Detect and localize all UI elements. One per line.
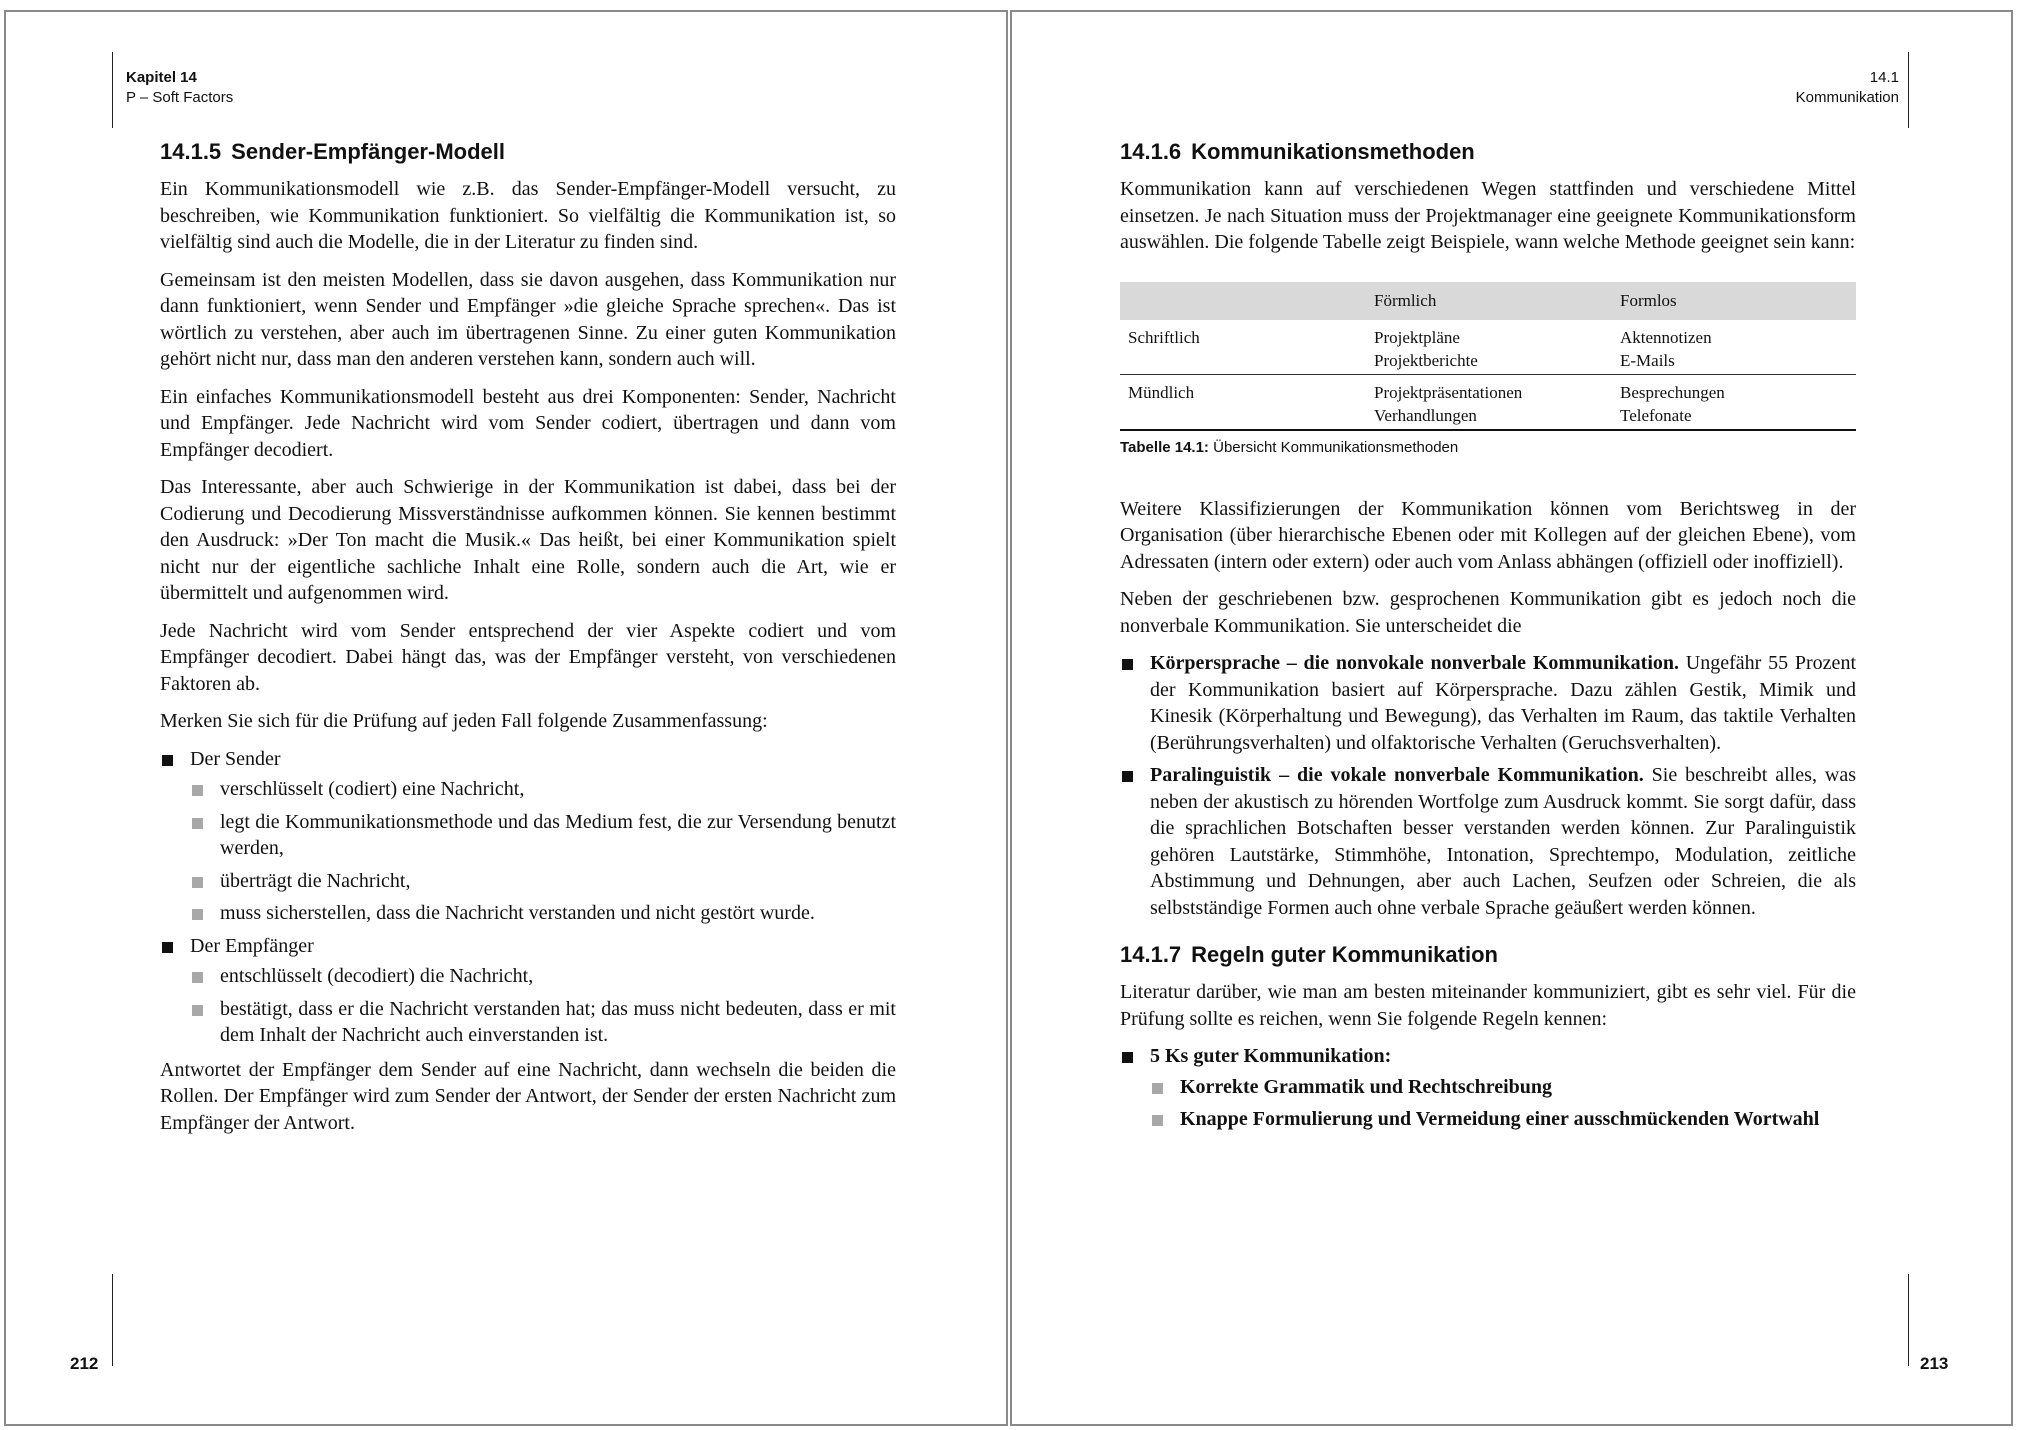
page-number: 212 — [70, 1354, 99, 1373]
methods-table — [1120, 282, 1856, 431]
list-item — [1120, 1043, 1856, 1133]
paragraph: Ein einfaches Kommunikationsmodell besteht aus drei Komponenten: Sender, Nachricht und Empfänger. Jede Nachricht wird vom Sender codiert, übertragen und dann vom Empfänger decodiert. — [160, 385, 896, 461]
table-cell: Schriftlich — [1120, 320, 1366, 375]
cell-line: Besprechungen — [1620, 382, 1725, 402]
caption-label: Tabelle 14.1: — [1120, 438, 1209, 456]
sub-list-item: muss sicherstellen, dass die Nachricht verstanden und nicht gestört wurde. — [190, 900, 896, 927]
cell-line: Aktennotizen — [1620, 327, 1712, 347]
left-page — [4, 10, 1008, 1426]
paragraph: Literatur darüber, wie man am besten miteinander kommuniziert, gibt es sehr viel. Für die Prüfung sollte es reichen, wenn Sie folgende Regeln kennen: — [1120, 981, 1856, 1030]
cell-line: E-Mails — [1620, 350, 1675, 370]
paragraph: Ein Kommunikationsmodell wie z.B. das Sender-Empfänger-Modell versucht, zu beschreiben, wie Kommunikation funktioniert. So vielfältig die Kommunikation ist, so vielfältig sind auch die Modelle, die in der Literatur zu finden sind. — [160, 178, 896, 253]
table-cell — [1366, 374, 1612, 430]
sub-list-item: bestätigt, dass er die Nachricht verstanden hat; das muss nicht bedeuten, dass er mit dem Inhalt der Nachricht auch einverstanden ist. — [190, 996, 896, 1049]
section-heading — [1120, 941, 1856, 969]
paragraph: Gemeinsam ist den meisten Modellen, dass sie davon ausgehen, dass Kommunikation nur dann funktioniert, wenn Sender und Empfänger »die gleiche Sprache sprechen«. Das ist wörtlich zu verstehen, aber auch im übertragenen Sinne. Zu einer guten Kommunikation gehört nicht nur, dass man den anderen verstehen kann, sondern auch will. — [160, 268, 896, 370]
header-rule — [1908, 52, 1909, 128]
list-item-lead: Körpersprache – die nonvokale nonverbale Kommunikation. — [1150, 652, 1679, 674]
sub-list-item: Knappe Formulierung und Vermeidung einer ausschmückenden Wortwahl — [1150, 1106, 1856, 1133]
cell-line: Projektberichte — [1374, 350, 1478, 370]
list-item — [160, 746, 896, 927]
running-head-left — [126, 68, 233, 108]
header-rule — [112, 52, 113, 128]
sub-list — [190, 776, 896, 927]
sub-list-item: legt die Kommunikationsmethode und das Medium fest, die zur Versendung benutzt werden, — [190, 809, 896, 862]
table-cell — [1366, 320, 1612, 375]
list-item-label: 5 Ks guter Kommunikation: — [1150, 1045, 1392, 1067]
list-item — [160, 933, 896, 1049]
list-item-label: Der Sender — [190, 747, 281, 770]
paragraph: Kommunikation kann auf verschiedenen Wegen stattfinden und verschiedene Mittel einsetzen. Je nach Situation muss der Projektmanager eine geeignete Kommunikationsform auswählen. Die folgende Tabelle zeigt Beispiele, wann welche Methode geeignet sein kann: — [1120, 178, 1856, 253]
section-number: 14.1.5 — [160, 139, 222, 164]
sub-list-item: verschlüsselt (codiert) eine Nachricht, — [190, 776, 896, 803]
paragraph: Antwortet der Empfänger dem Sender auf eine Nachricht, dann wechseln die beiden die Rollen. Der Empfänger wird zum Sender der Antwort, der Sender der ersten Nachricht zum Empfänger der Antwort. — [160, 1058, 896, 1134]
section-number: 14.1.7 — [1120, 942, 1182, 967]
table-row — [1120, 320, 1856, 375]
list-item-text: Sie beschreibt alles, was neben der akustisch zu hörenden Wortfolge zum Ausdruck kommt. Sie sorgt dafür, dass die sprachlichen Botschaften besser verstanden werden können. Zur Paralinguistik gehören Lautstärke, Stimmhöhe, Intonation, Sprechtempo, Modulation, zeitliche Abstimmung und Dehnungen, aber auch Lachen, Seufzen oder Schreien, die als selbstständige Formen auch ohne verbale Sprache geäußert werden können. — [1150, 764, 1857, 919]
list-item — [1120, 650, 1856, 756]
caption-text: Übersicht Kommunikationsmethoden — [1213, 438, 1459, 456]
list-item — [1120, 762, 1856, 921]
page-number: 213 — [1920, 1354, 1949, 1373]
section-ref-title: Kommunikation — [1795, 89, 1899, 106]
table-cell — [1612, 320, 1856, 375]
paragraph: Das Interessante, aber auch Schwierige in der Kommunikation ist dabei, dass bei der Codierung und Decodierung Missverständnisse aufkommen können. Sie kennen bestimmt den Ausdruck: »Der Ton macht die Musik.« Das heißt, bei einer Kommunikation spielt nicht nur der eigentliche sachliche Inhalt eine Rolle, sondern auch die Art, wie er übermittelt und aufgenommen wird. — [160, 476, 896, 604]
left-content — [160, 138, 896, 1147]
list-item-text: Ungefähr 55 Prozent der Kommunikation basiert auf Körpersprache. Dazu zählen Gestik, Mimik und Kinesik (Körperhaltung und Bewegung), das Verhalten im Raum, das taktile Verhalten (Berührungsverhalten) und olfaktorische Verhalten (Geruchsverhalten). — [1150, 652, 1856, 754]
cell-line: Verhandlungen — [1374, 405, 1477, 425]
section-title: Sender-Empfänger-Modell — [231, 139, 505, 164]
cell-line: Projektpläne — [1374, 327, 1460, 347]
table-header-cell: Formlos — [1612, 282, 1856, 320]
table-cell: Mündlich — [1120, 374, 1366, 430]
table-header-cell: Förmlich — [1366, 282, 1612, 320]
summary-list — [160, 746, 896, 1049]
section-title: Kommunikationsmethoden — [1191, 139, 1475, 164]
table-caption — [1120, 439, 1856, 456]
section-heading — [160, 138, 896, 166]
table-header-row — [1120, 282, 1856, 320]
right-content — [1120, 138, 1856, 1141]
section-number: 14.1.6 — [1120, 139, 1182, 164]
sub-list-item: überträgt die Nachricht, — [190, 868, 896, 895]
running-head-right — [1796, 68, 1899, 108]
paragraph: Weitere Klassifizierungen der Kommunikation können vom Berichtsweg in der Organisation (über hierarchische Ebenen oder mit Kollegen auf der gleichen Ebene), vom Adressaten (intern oder extern) oder auch vom Anlass abhängen (offiziell oder inoffiziell). — [1120, 497, 1856, 573]
list-item-label: Der Empfänger — [190, 934, 314, 957]
list-item-lead: Paralinguistik – die vokale nonverbale Kommunikation. — [1150, 764, 1644, 786]
section-heading — [1120, 138, 1856, 166]
cell-line: Projektpräsentationen — [1374, 382, 1523, 402]
cell-line: Telefonate — [1620, 405, 1692, 425]
sub-list — [1150, 1074, 1856, 1133]
table-header-cell — [1120, 282, 1366, 320]
nonverbal-list — [1120, 650, 1856, 921]
table-cell — [1612, 374, 1856, 430]
paragraph: Neben der geschriebenen bzw. gesprochenen Kommunikation gibt es jedoch noch die nonverbale Kommunikation. Sie unterscheidet die — [1120, 588, 1856, 637]
footer-rule — [112, 1274, 113, 1366]
right-page — [1010, 10, 2013, 1426]
paragraph: Jede Nachricht wird vom Sender entsprechend der vier Aspekte codiert und vom Empfänger decodiert. Dabei hängt das, was der Empfänger versteht, von verschiedenen Faktoren ab. — [160, 619, 896, 695]
paragraph: Merken Sie sich für die Prüfung auf jeden Fall folgende Zusammenfassung: — [160, 710, 768, 732]
table-row — [1120, 374, 1856, 430]
chapter-subtitle: P – Soft Factors — [126, 89, 234, 106]
sub-list-item: entschlüsselt (decodiert) die Nachricht, — [190, 963, 896, 990]
sub-list-item: Korrekte Grammatik und Rechtschreibung — [1150, 1074, 1856, 1101]
section-title: Regeln guter Kommunikation — [1191, 942, 1498, 967]
rules-list — [1120, 1043, 1856, 1133]
footer-rule — [1908, 1274, 1909, 1366]
sub-list — [190, 963, 896, 1049]
section-ref: 14.1 — [1869, 69, 1899, 86]
chapter-label: Kapitel 14 — [126, 69, 197, 86]
